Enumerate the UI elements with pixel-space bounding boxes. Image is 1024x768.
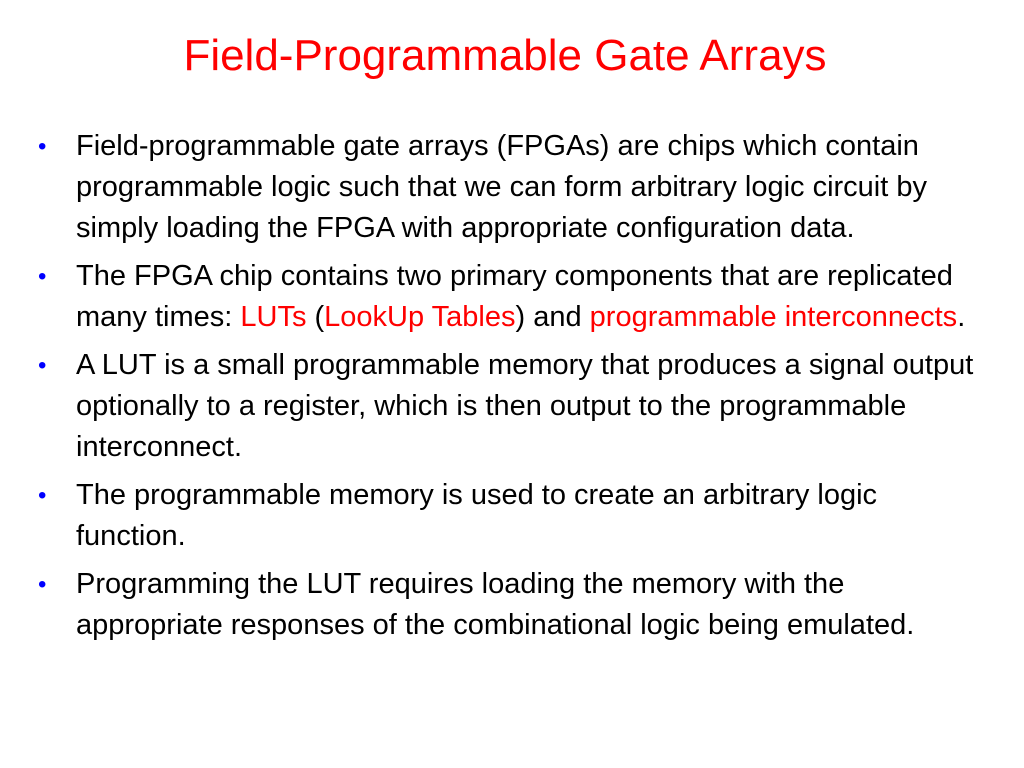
highlight-luts: LUTs [240,301,307,333]
highlight-lookup-tables: LookUp Tables [324,301,516,333]
bullet-text: Field-programmable gate arrays (FPGAs) are chips which contain programmable logic such that we can form arbitrary logic circuit by simply loading the FPGA with appropriate configuration data. [76,130,927,244]
bullet-list [38,126,974,653]
bullet-item-fpga-definition [38,126,974,249]
bullet-item-programming-lut [38,564,974,646]
bullet-text: ( [306,301,325,333]
bullet-item-lut-definition [38,345,974,468]
bullet-text: ) and [515,301,590,333]
bullet-text: Programming the LUT requires loading the memory with the appropriate responses of the combinational logic being emulated. [76,568,915,641]
highlight-programmable-interconnects: programmable interconnects [589,301,958,333]
bullet-text: . [957,301,966,333]
bullet-text: A LUT is a small programmable memory that produces a signal output optionally to a register, which is then output to the programmable interconnect. [76,349,974,463]
bullet-marker-icon: • [38,571,47,598]
bullet-marker-icon: • [38,263,47,290]
bullet-text: The programmable memory is used to create an arbitrary logic function. [76,479,878,552]
slide-title: Field-Programmable Gate Arrays [183,31,827,80]
bullet-item-fpga-components [38,256,974,338]
bullet-text: The FPGA chip contains two primary components that are replicated many times: [76,260,953,333]
bullet-marker-icon: • [38,133,47,160]
bullet-item-programmable-memory [38,475,974,557]
bullet-marker-icon: • [38,482,47,509]
bullet-marker-icon: • [38,352,47,379]
